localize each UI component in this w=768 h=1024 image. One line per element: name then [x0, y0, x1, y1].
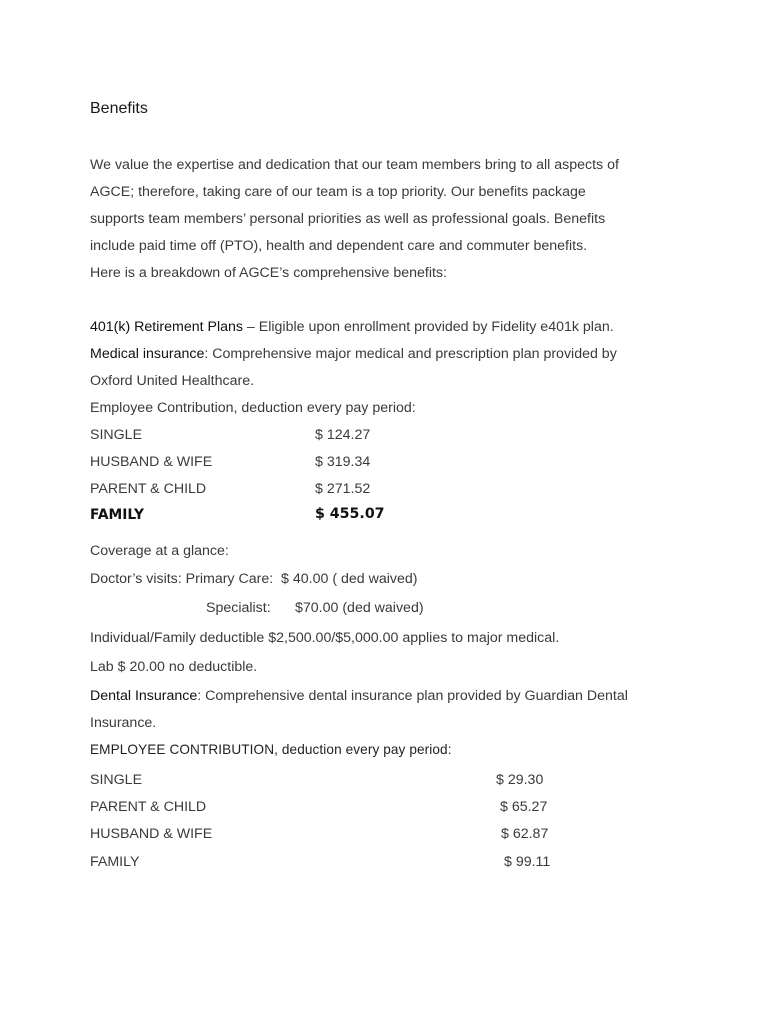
intro-line-1: We value the expertise and dedication that our team members bring to all aspects of: [90, 157, 619, 173]
lab-line: Lab $ 20.00 no deductible.: [90, 659, 258, 675]
dental-amount: $ 29.30: [496, 772, 544, 788]
dental-amount: $ 65.27: [500, 799, 548, 815]
intro-line-5: Here is a breakdown of AGCE’s comprehensive benefits:: [90, 265, 447, 281]
medical-label: Medical insurance: [90, 346, 205, 362]
dental-tier: FAMILY: [90, 854, 140, 870]
dental-amount: $ 99.11: [504, 854, 551, 870]
dental-tier: PARENT & CHILD: [90, 799, 207, 815]
medical-amount: $ 124.27: [315, 427, 371, 443]
dental-tier: SINGLE: [90, 772, 143, 788]
doctor-visits-line: [90, 571, 418, 587]
intro-line-2: AGCE; therefore, taking care of our team is a top priority. Our benefits package: [90, 184, 586, 200]
medical-tier: FAMILY: [90, 507, 145, 523]
medical-text: : Comprehensive major medical and prescription plan provided by: [204, 346, 617, 362]
medical-tier: HUSBAND & WIFE: [90, 454, 213, 470]
medical-amount: $ 271.52: [315, 481, 371, 497]
page-title: Benefits: [90, 100, 148, 117]
doctor-visits-label: Doctor’s visits: Primary Care:: [90, 571, 274, 587]
dental-amount: $ 62.87: [501, 826, 549, 842]
dental-tier: HUSBAND & WIFE: [90, 826, 213, 842]
dental-text-cont: Insurance.: [90, 715, 157, 731]
dental-label: Dental Insurance: [90, 688, 198, 704]
intro-line-3: supports team members’ personal priorities as well as professional goals. Benefits: [90, 211, 606, 227]
retirement-paragraph: [90, 319, 614, 335]
dental-text: : Comprehensive dental insurance plan provided by Guardian Dental: [197, 688, 628, 704]
medical-contribution-heading: Employee Contribution, deduction every pay period:: [90, 400, 416, 416]
retirement-label: 401(k) Retirement Plans: [90, 319, 243, 335]
primary-care-value: $ 40.00 ( ded waived): [281, 571, 418, 587]
medical-tier: SINGLE: [90, 427, 143, 443]
medical-tier: PARENT & CHILD: [90, 481, 207, 497]
medical-paragraph: [90, 346, 617, 362]
medical-amount: $ 455.07: [315, 506, 385, 522]
coverage-heading: Coverage at a glance:: [90, 543, 229, 559]
intro-line-4: include paid time off (PTO), health and dependent care and commuter benefits.: [90, 238, 588, 254]
specialist-label: Specialist:: [206, 600, 271, 616]
dental-paragraph: [90, 688, 628, 704]
dental-contribution-heading: EMPLOYEE CONTRIBUTION, deduction every pay period:: [90, 742, 452, 757]
medical-amount: $ 319.34: [315, 454, 371, 470]
deductible-line: Individual/Family deductible $2,500.00/$5,000.00 applies to major medical.: [90, 630, 560, 646]
specialist-value: $70.00 (ded waived): [295, 600, 424, 616]
retirement-text: – Eligible upon enrollment provided by Fidelity e401k plan.: [242, 319, 614, 335]
medical-text-cont: Oxford United Healthcare.: [90, 373, 255, 389]
